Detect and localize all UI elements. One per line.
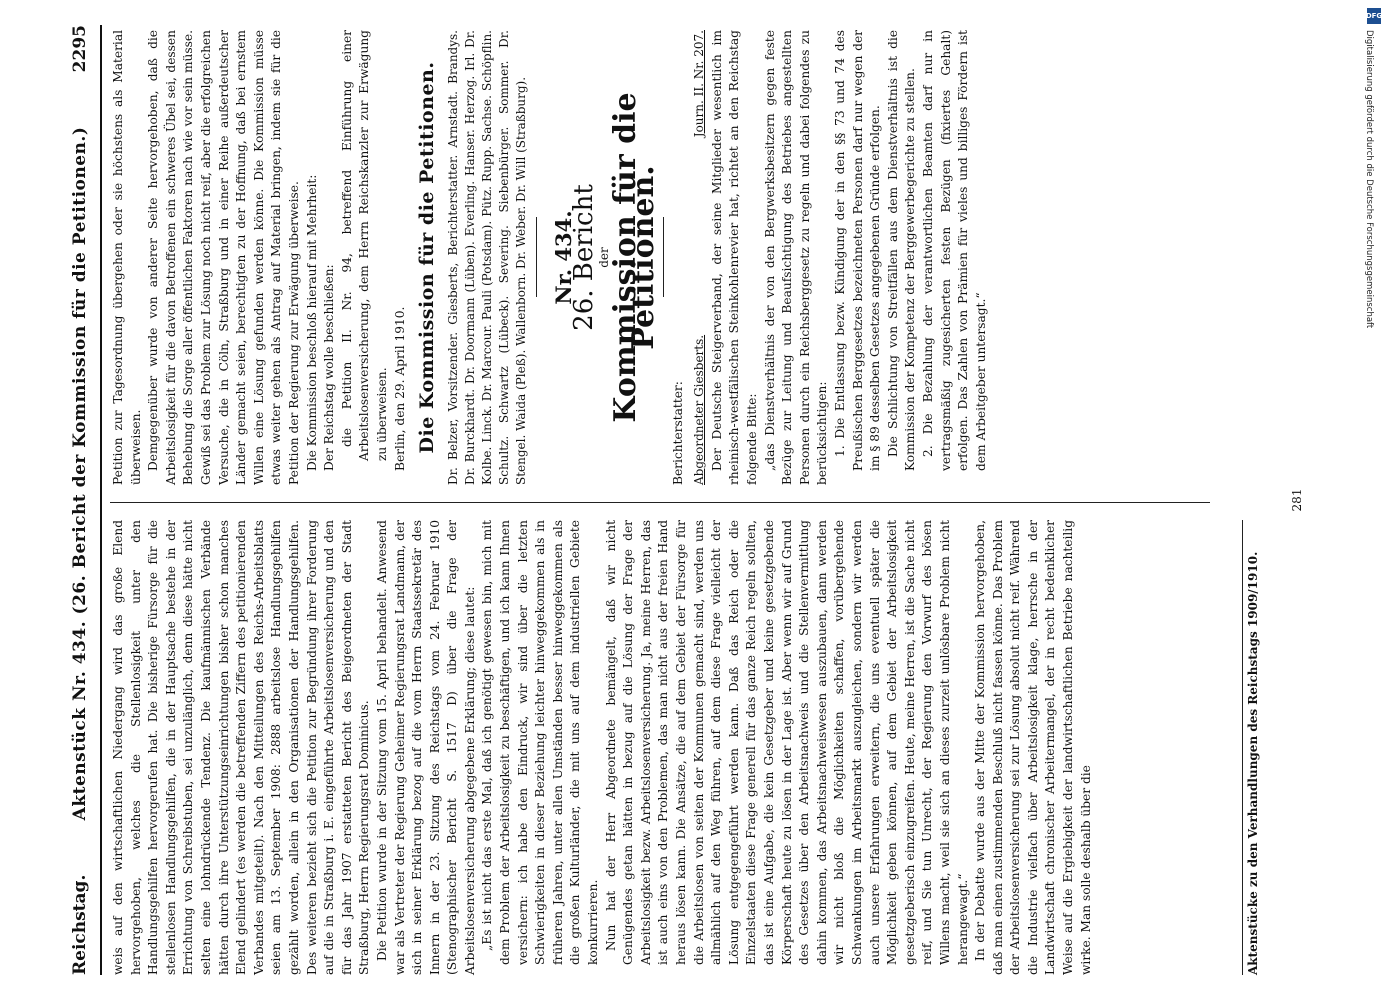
committee-members: Dr. Belzer, Vorsitzender. Giesberts, Berichterstatter. Arnstadt. Brandys. Dr. Burckhardt. Dr. Doormann (Lüben). Everling. Hanser. Herzog. Irl. Dr. Kolbe. Linck. Dr. Marcour. Pauli (Potsdam). Pütz. Rupp. Sachse. Schöpflin. Schultz. Schwartz (Lübeck). Severing. Siebenbürger. Sommer. Dr. Stengel. Waida (Pleß). Wallenborn. Dr. Weber. Dr. Will (Straßburg). — [445, 30, 528, 485]
header-subtitle: (26. Bericht der Kommission für die Petitionen.) — [70, 126, 90, 615]
quote-paragraph: Nun hat der Herr Abgeordnete bemängelt, daß wir nicht Genügendes getan hätten in bezug auf die Lösung der Frage der Arbeitslosigkeit bezw. Arbeitslosenversicherung. Ja, meine Herren, das ist auch eins von den Problemen, das man nicht aus der freien Hand heraus lösen kann. Die Ansätze, die auf dem Gebiet der Fürsorge für die Arbeitslosen von seiten der Kommunen gemacht sind, werden uns allmählich auf den Weg führen, auf dem diese Frage vielleicht der Lösung entgegengeführt werden kann. Daß das Reich oder die Einzelstaaten diese Frage generell für das ganze Reich regeln sollten, das ist eine Aufgabe, die kein Gesetzgeber und keine gesetzgebende Körperschaft heute zu lösen in der Lage ist. Aber wenn wir auf Grund des Gesetzes über den Arbeitsnachweis und die Stellenvermittlung dahin kommen, das Arbeitsnachweiswesen auszubauen, dann werden wir nicht bloß die Möglichkeiten schaffen, vorübergehende Schwankungen im Arbeitsmarkt auszugleichen, sondern wir werden auch unsere Erfahrungen erweitern, die uns eventuell später die Möglichkeit geben können, auf dem Gebiet der Arbeitslosigkeit gesetzgeberisch einzugreifen. Heute, meine Herren, ist die Sache nicht reif, und Sie tun Unrecht, der Regierung den Vorwurf des bösen Willens macht, weil sie sich an dieses zurzeit unlösbare Problem nicht herangewagt.“ — [603, 520, 970, 965]
petition-item: 1. Die Entlassung bezw. Kündigung der in den §§ 73 und 74 des Preußischen Berggesetzes bezeichneten Personen darf nur wegen der im § 89 desselben Gesetzes angegebenen Gründe erfolgen. — [833, 30, 883, 471]
digitization-notice: Digitalisierung gefördert durch die Deutsche Forschungsgemeinschaft — [1364, 30, 1374, 329]
resolution-text: die Petition II. Nr. 94, betreffend Einführung einer Arbeitslosenversicherung, dem Herrn Reichskanzler zur Erwägung zu überweisen. — [339, 30, 389, 461]
left-paragraph: weis auf den wirtschaftlichen Niedergang wird das große Elend hervorgehoben, welches die Stellenlosigkeit unter den Handlungsgehilfen hervorgerufen hat. Die bisherige Fürsorge für die stellenlosen Handlungsgehilfen, die in der Hauptsache bestehe in der Errichtung von Schreibstuben, sei unzulänglich, denn diese hätte nicht selten eine lohndrückende Tendenz. Die kaufmännischen Verbände hätten durch ihre Unterstützungseinrichtungen bisher schon manches Elend gelindert (es werden die betreffenden Ziffern des petitionierenden Verbandes mitgeteilt). Nach den Mitteilungen des Reichs-Arbeitsblatts seien am 13. September 1908: 2888 arbeitslose Handlungsgehilfen gezählt worden, allein in den Organisationen der Handlungsgehilfen. Des weiteren bezieht sich die Petition zur Begründung ihrer Forderung auf die in Straßburg i. E. eingeführte Arbeitslosenversicherung und den für das Jahr 1907 erstatteten Bericht des Beigeordneten der Stadt Straßburg, Herrn Regierungsrat Dominicus. — [111, 520, 372, 975]
reporter-name: Abgeordneter Giesberts. — [692, 334, 707, 485]
report-commission: Kommission für die Petitionen. — [608, 92, 662, 423]
quote-block — [479, 520, 972, 975]
header-left: Reichstag. — [70, 874, 90, 975]
committee-title: Die Kommission für die Petitionen. — [416, 61, 439, 454]
reporter-label: Berichterstatter: — [670, 381, 685, 485]
right-paragraph: Petition zur Tagesordnung übergehen oder sie höchstens als Material überweisen. — [111, 30, 143, 485]
right-paragraph: Die Kommission beschloß hierauf mit Mehrheit: — [304, 174, 319, 471]
divider — [536, 218, 537, 298]
date-line: Berlin, den 29. April 1910. — [392, 306, 407, 471]
page-header — [60, 25, 102, 975]
left-paragraph: Die Petition wurde in der Sitzung vom 15. April behandelt. Anwesend war als Vertreter der Regierung Geheimer Regierungsrat Landmann, der sich in seiner Erklärung bezog auf die vom Herrn Staatssekretär des Innern in der 23. Sitzung des Reichstags vom 24. Februar 1910 (Stenographischer Bericht S. 1517 D) über die Frage der Arbeitslosenversicherung abgegebene Erklärung; diese lautet: — [374, 520, 477, 975]
petition-paragraph: „das Dienstverhältnis der von den Bergwerksbesitzern gegen feste Bezüge zur Leitung und Beaufsichtigung des Betriebes angestellten Personen durch ein Reichsberggesetz zu regeln und dabei folgendes zu berücksichtigen: — [762, 30, 830, 485]
left-column — [110, 520, 1220, 975]
header-title-group — [70, 72, 90, 874]
reporter-row — [691, 30, 709, 485]
journal-ref: Journ. II. Nr. 207. — [692, 30, 707, 138]
divider — [663, 218, 664, 298]
left-closing: In der Debatte wurde aus der Mitte der Kommission hervorgehoben, daß man einen zustimmenden Beschluß nicht fassen könne. Das Problem der Arbeitslosenversicherung sei zur Lösung absolut nicht reif. Während die Industrie vielfach über Arbeitslosigkeit klage, herrsche in der Landwirtschaft chronischer Arbeitermangel, der in recht bedenklicher Weise auf die Ergiebigkeit der landwirtschaftlichen Betriebe nachteilig wirke. Man solle deshalb über die — [973, 520, 1093, 975]
document-number: Nr. 434. — [550, 210, 576, 305]
bottom-page-number: 281 — [1290, 488, 1304, 512]
header-title: Aktenstück Nr. 434. — [70, 620, 90, 821]
petition-item: 2. Die Bezahlung der verantwortlichen Beamten darf nur in vertragsmäßig zugesicherten festen Bezügen (fixiertes Gehalt) erfolgen. Das Zahlen von Prämien für vieles und billiges Fördern ist dem Arbeitgeber untersagt.“ — [920, 30, 988, 471]
resolution-lead: Der Reichstag wolle beschließen: — [322, 264, 337, 471]
petition-paragraph: Der Deutsche Steigerverband, der seine Mitglieder wesentlich im rheinisch-westfälischen Steinkohlenrevier hat, richtet an den Reichstag folgende Bitte: — [709, 30, 760, 485]
column-divider — [110, 502, 1210, 503]
dfg-logo-icon: DFG — [1367, 8, 1381, 24]
page-footer: Aktenstücke zu den Verhandlungen des Reichstags 1909/1910. — [1242, 520, 1260, 975]
report-der: der — [596, 247, 611, 268]
header-page-number: 2295 — [70, 25, 90, 73]
rotated-document — [30, 25, 1350, 975]
right-paragraph: Demgegenüber wurde von anderer Seite hervorgehoben, daß die Arbeitslosigkeit für die davon Betroffenen ein schweres Übel sei, dessen Behebung die Sorge aller öffentlichen Faktoren nach wie vor sein müsse. Gewiß sei das Problem zur Lösung noch nicht reif, aber die erfolgreichen Versuche, die in Cöln, Straßburg und in einer Reihe außerdeutscher Länder gemacht seien, berechtigten zu der Hoffnung, daß bei ernstem Willen eine Lösung gefunden werden könne. Die Kommission müsse etwas weiter gehen als Antrag auf Material bringen, indem sie für die Petition der Regierung zur Erwägung überweise. — [146, 30, 301, 485]
quote-paragraph: „Es ist nicht das erste Mal, daß ich genötigt gewesen bin, mich mit dem Problem der Arbeitslosigkeit zu beschäftigen, und ich kann Ihnen versichern: ich habe den Eindruck, wir sind über die letzten Schwierigkeiten in dieser Beziehung leichter hinweggekommen als in früheren Jahren, unter allen Umständen besser hinweggekommen als die großen Kulturländer, die mit uns auf dem industriellen Gebiete konkurrieren. — [480, 520, 601, 965]
report-heading: 26. Bericht — [569, 184, 600, 331]
right-column — [110, 30, 1235, 485]
petition-item: Die Schlichtung von Streitfällen aus dem Dienstverhältnis ist die Kommission der Kompetenz der Berggewerbegerichte zu stellen. — [885, 30, 918, 471]
